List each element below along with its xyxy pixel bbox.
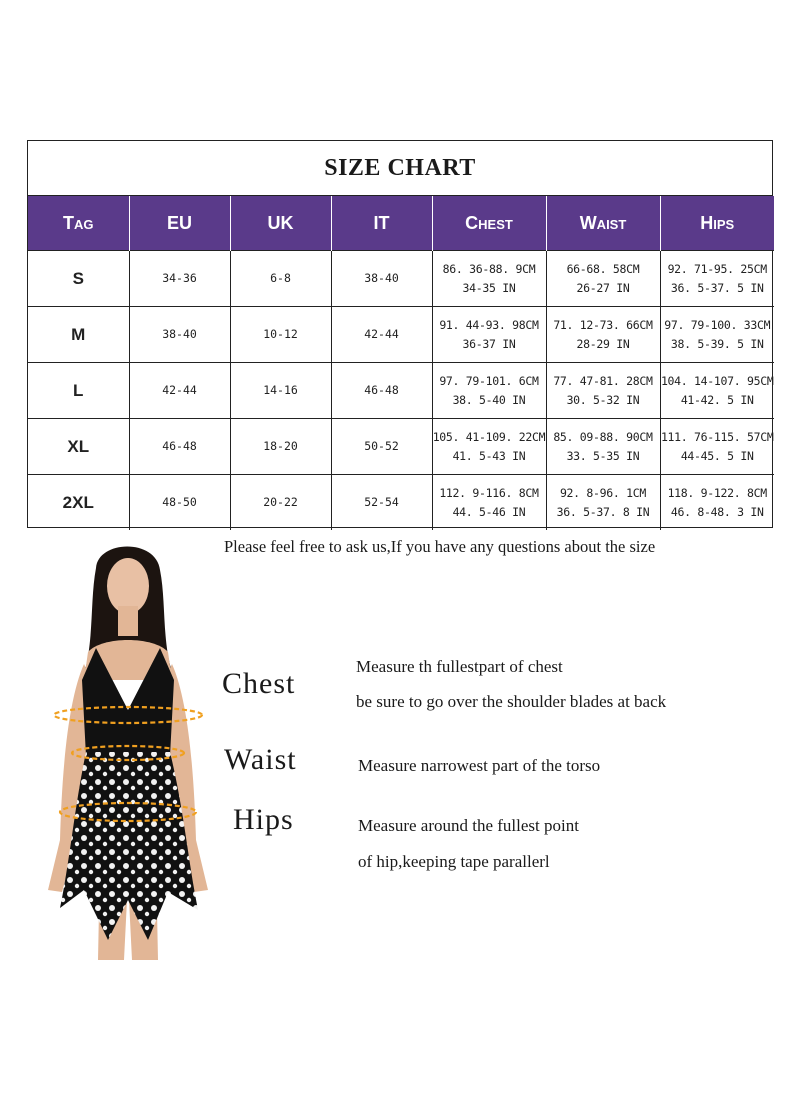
cell-it: 38-40 bbox=[331, 251, 432, 307]
waist-term: Waist bbox=[224, 743, 297, 776]
hips-in: 46. 8-48. 3 IN bbox=[670, 504, 764, 519]
header-it: IT bbox=[331, 196, 432, 251]
hips-desc-line-2: of hip,keeping tape parallerl bbox=[358, 852, 550, 871]
hips-cm: 97. 79-100. 33CM bbox=[664, 317, 771, 332]
hips-in: 41-42. 5 IN bbox=[680, 392, 754, 407]
waist-in: 33. 5-35 IN bbox=[566, 448, 640, 463]
waist-in: 36. 5-37. 8 IN bbox=[556, 504, 650, 519]
cell-tag: XL bbox=[28, 419, 129, 475]
header-hips: Hips bbox=[660, 196, 774, 251]
chest-in: 38. 5-40 IN bbox=[452, 392, 526, 407]
cell-uk: 20-22 bbox=[230, 475, 331, 531]
chest-desc-line-1: Measure th fullestpart of chest bbox=[356, 657, 563, 676]
cell-it: 42-44 bbox=[331, 307, 432, 363]
waist-cm: 85. 09-88. 90CM bbox=[553, 429, 653, 444]
cell-uk: 6-8 bbox=[230, 251, 331, 307]
neck-shape bbox=[118, 606, 138, 636]
cell-chest bbox=[432, 251, 546, 307]
cell-eu: 46-48 bbox=[129, 419, 230, 475]
header-tag: Tag bbox=[28, 196, 129, 251]
cell-uk: 18-20 bbox=[230, 419, 331, 475]
cell-uk: 10-12 bbox=[230, 307, 331, 363]
cell-eu: 38-40 bbox=[129, 307, 230, 363]
header-chest: Chest bbox=[432, 196, 546, 251]
waist-cm: 92. 8-96. 1CM bbox=[559, 485, 647, 500]
cell-hips bbox=[660, 475, 774, 531]
waist-in: 28-29 IN bbox=[576, 336, 630, 351]
chest-in: 41. 5-43 IN bbox=[452, 448, 526, 463]
cell-tag: M bbox=[28, 307, 129, 363]
cell-waist bbox=[546, 307, 660, 363]
header-row bbox=[28, 196, 774, 251]
hips-in: 36. 5-37. 5 IN bbox=[670, 280, 764, 295]
cell-waist bbox=[546, 251, 660, 307]
cell-waist bbox=[546, 475, 660, 531]
cell-waist bbox=[546, 419, 660, 475]
table-row bbox=[28, 419, 774, 475]
hips-cm: 118. 9-122. 8CM bbox=[667, 485, 767, 500]
cell-chest bbox=[432, 307, 546, 363]
chest-cm: 97. 79-101. 6CM bbox=[439, 373, 539, 388]
cell-chest bbox=[432, 475, 546, 531]
header-waist: Waist bbox=[546, 196, 660, 251]
size-question-note: Please feel free to ask us,If you have any questions about the size bbox=[224, 537, 656, 556]
hips-desc-line-1: Measure around the fullest point bbox=[358, 816, 579, 835]
cell-hips bbox=[660, 363, 774, 419]
cell-hips bbox=[660, 419, 774, 475]
cell-eu: 42-44 bbox=[129, 363, 230, 419]
header-eu: EU bbox=[129, 196, 230, 251]
cell-it: 52-54 bbox=[331, 475, 432, 531]
chest-cm: 91. 44-93. 98CM bbox=[439, 317, 539, 332]
table-row bbox=[28, 307, 774, 363]
waist-in: 30. 5-32 IN bbox=[566, 392, 640, 407]
size-chart bbox=[27, 140, 773, 528]
cell-uk: 14-16 bbox=[230, 363, 331, 419]
header-uk: UK bbox=[230, 196, 331, 251]
hips-cm: 92. 71-95. 25CM bbox=[667, 261, 767, 276]
waist-in: 26-27 IN bbox=[576, 280, 630, 295]
chest-cm: 86. 36-88. 9CM bbox=[442, 261, 536, 276]
cell-chest bbox=[432, 419, 546, 475]
cell-eu: 48-50 bbox=[129, 475, 230, 531]
chest-cm: 105. 41-109. 22CM bbox=[432, 429, 546, 444]
cell-chest bbox=[432, 363, 546, 419]
model-figure bbox=[38, 540, 218, 962]
waist-cm: 71. 12-73. 66CM bbox=[553, 317, 653, 332]
chest-in: 36-37 IN bbox=[462, 336, 516, 351]
cell-eu: 34-36 bbox=[129, 251, 230, 307]
chest-cm: 112. 9-116. 8CM bbox=[439, 485, 539, 500]
hips-term: Hips bbox=[233, 803, 294, 836]
chest-term: Chest bbox=[222, 667, 296, 700]
hips-in: 38. 5-39. 5 IN bbox=[670, 336, 764, 351]
waist-cm: 77. 47-81. 28CM bbox=[553, 373, 653, 388]
cell-tag: 2XL bbox=[28, 475, 129, 531]
table-row bbox=[28, 363, 774, 419]
chest-desc-line-2: be sure to go over the shoulder blades at back bbox=[356, 692, 667, 711]
cell-hips bbox=[660, 251, 774, 307]
chart-title: SIZE CHART bbox=[28, 141, 772, 196]
cell-tag: S bbox=[28, 251, 129, 307]
size-table bbox=[28, 196, 774, 530]
cell-tag: L bbox=[28, 363, 129, 419]
face-shape bbox=[107, 558, 149, 614]
table-row bbox=[28, 475, 774, 531]
waist-cm: 66-68. 58CM bbox=[566, 261, 640, 276]
cell-it: 50-52 bbox=[331, 419, 432, 475]
hips-cm: 104. 14-107. 95CM bbox=[660, 373, 774, 388]
chest-in: 34-35 IN bbox=[462, 280, 516, 295]
chest-in: 44. 5-46 IN bbox=[452, 504, 526, 519]
cell-it: 46-48 bbox=[331, 363, 432, 419]
cell-waist bbox=[546, 363, 660, 419]
cell-hips bbox=[660, 307, 774, 363]
hips-cm: 111. 76-115. 57CM bbox=[660, 429, 774, 444]
table-row bbox=[28, 251, 774, 307]
waist-desc-line-1: Measure narrowest part of the torso bbox=[358, 756, 601, 775]
hips-in: 44-45. 5 IN bbox=[680, 448, 754, 463]
